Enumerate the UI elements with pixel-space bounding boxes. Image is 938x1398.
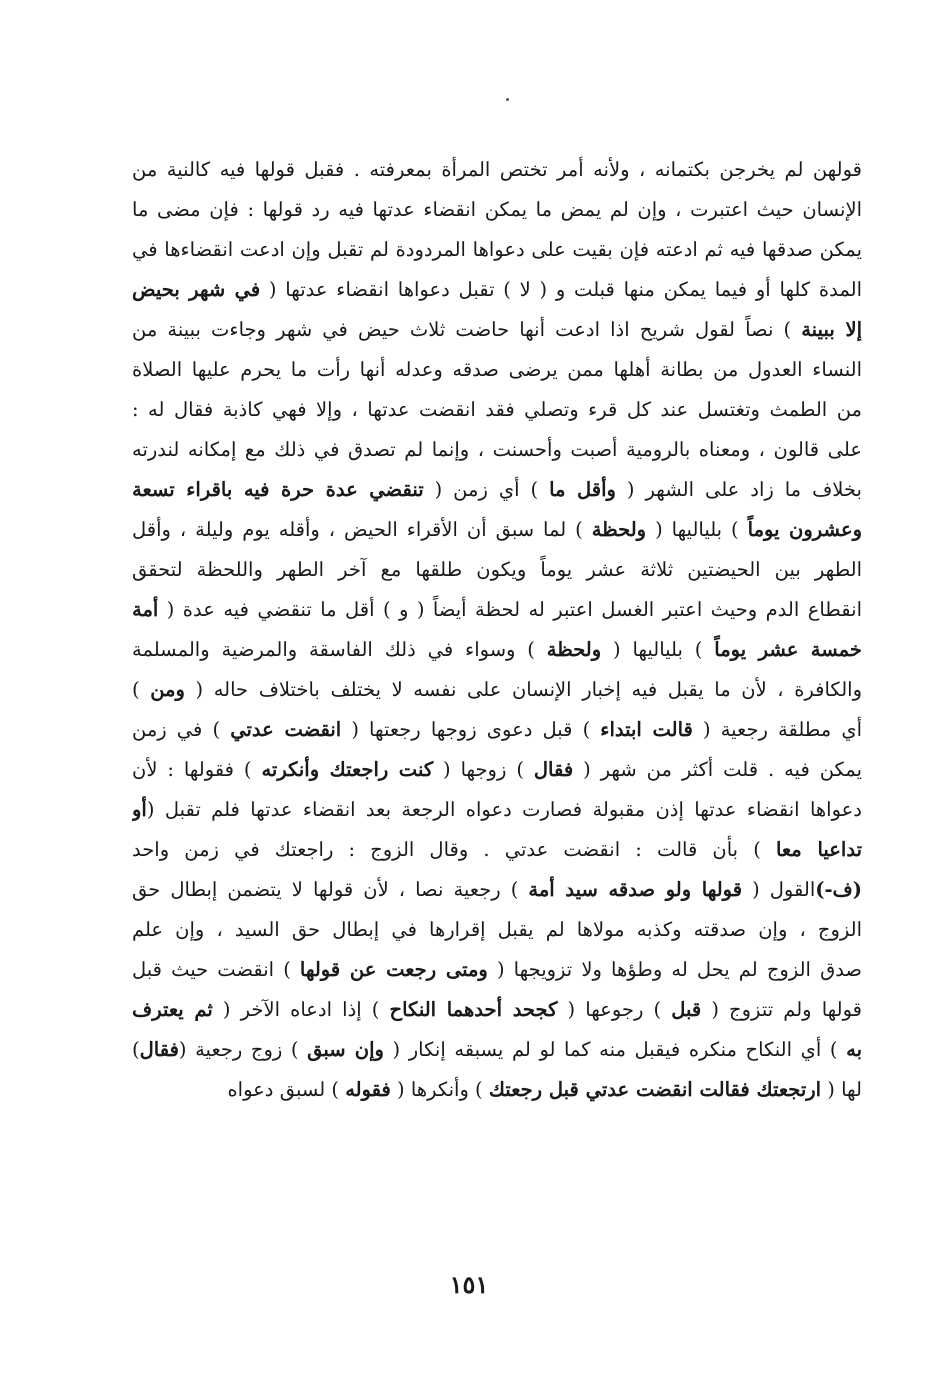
bold-segment: في شهر بحيض <box>132 278 261 301</box>
bold-segment: وأقل ما <box>549 478 616 501</box>
text-segment: ) وأنكرها ( <box>390 1078 489 1101</box>
text-line <box>132 790 862 830</box>
text-line <box>132 470 862 510</box>
text-segment: ) رجوعها ( <box>557 998 672 1021</box>
bold-segment: فقال <box>533 758 574 781</box>
bold-segment: وعشرون يوماً <box>747 518 862 541</box>
bold-segment: ولحظة <box>546 638 602 661</box>
text-segment: قولها ولم تتزوج ( <box>701 998 862 1021</box>
text-segment: قولهن لم يخرجن بكتمانه ، ولأنه أمر تختص المرأة بمعرفته . فقبل قولها فيه كالنية من <box>132 158 862 181</box>
text-line <box>132 950 862 990</box>
bold-segment: ولحظة <box>591 518 647 541</box>
text-segment: ) إذا ادعاه الآخر ( <box>212 998 390 1021</box>
text-line <box>132 430 862 470</box>
bold-segment: انقضت عدتي <box>230 718 342 741</box>
text-segment: على قالون ، ومعناه بالرومية أصبت وأحسنت ، وإنما لم تصدق في ذلك مع إمكانه لندرته <box>132 438 862 461</box>
text-segment: ) بأن قالت : انقضت عدتي . وقال الزوج : راجعتك في زمن واحد <box>132 838 776 861</box>
bold-segment: ارتجعتك فقالت انقضت عدتي قبل رجعتك <box>488 1078 822 1101</box>
text-segment: ) نصاً لقول شريح اذا ادعت أنها حاضت ثلاث حيض في شهر وجاءت ببينة من <box>132 318 802 341</box>
text-line <box>132 550 862 590</box>
text-line <box>132 310 862 350</box>
text-line <box>132 190 862 230</box>
text-line <box>132 590 862 630</box>
text-segment: يمكن فيه . قلت أكثر من شهر ( <box>573 758 862 781</box>
text-segment: بخلاف ما زاد على الشهر ( <box>615 478 862 501</box>
text-segment: النساء العدول من بطانة أهلها ممن يرضى صدقه وعدله أنها رأت ما يحرم عليها الصلاة <box>132 358 862 381</box>
text-segment: لها ( <box>821 1078 862 1101</box>
text-segment: ) قبل دعوى زوجها رجعتها ( <box>341 718 601 741</box>
text-segment: ) زوجها ( <box>433 758 534 781</box>
bold-segment: قالت ابتداء <box>600 718 693 741</box>
text-line <box>132 1070 862 1110</box>
bold-segment: قولها ولو صدقه سيد أمة <box>528 878 743 901</box>
text-segment: دعواها انقضاء عدتها إذن مقبولة فصارت دعواه الرجعة بعد انقضاء عدتها فلم تقبل ( <box>146 798 862 821</box>
text-line <box>132 750 862 790</box>
text-line <box>132 830 862 870</box>
text-line <box>132 350 862 390</box>
bold-segment: به <box>846 1038 862 1061</box>
text-segment: ) بلياليها ( <box>601 638 715 661</box>
text-segment: ) وسواء في ذلك الفاسقة والمرضية والمسلمة <box>132 638 547 661</box>
text-segment: المدة كلها أو فيما يمكن منها قبلت و ( لا ) تقبل دعواها انقضاء عدتها ( <box>260 278 862 301</box>
text-line <box>132 150 862 190</box>
text-line <box>132 630 862 670</box>
text-line <box>132 710 862 750</box>
text-segment: والكافرة ، لأن ما يقبل فيه إخبار الإنسان على نفسه لا يختلف باختلاف حاله ( <box>184 678 862 701</box>
text-segment: انقطاع الدم وحيث اعتبر الغسل اعتبر له لحظة أيضاً ( و ) أقل ما تنقضي فيه عدة ( <box>158 598 862 621</box>
bold-segment: تنقضي عدة حرة فيه باقراء تسعة <box>132 478 424 501</box>
text-segment: صدق الزوج لم يحل له وطؤها ولا تزويجها ( <box>487 958 862 981</box>
bold-segment: إلا ببينة <box>801 318 862 341</box>
text-segment: ) بلياليها ( <box>646 518 748 541</box>
text-line <box>132 390 862 430</box>
text-line <box>132 510 862 550</box>
text-segment: ) رجعية نصا ، لأن قولها لا يتضمن إبطال حق <box>132 878 529 901</box>
text-segment: ) أي زمن ( <box>423 478 550 501</box>
text-segment: ) زوج رجعية ( <box>178 1038 308 1061</box>
bold-segment: ومن <box>150 678 185 701</box>
bold-segment: فقوله <box>345 1078 391 1101</box>
text-segment: ) أي النكاح منكره فيقبل منه كما لو لم يسبقه إنكار ( <box>383 1038 847 1061</box>
text-segment: من الطمث وتغتسل عند كل قرء وتصلي فقد انقضت عدتها ، وإلا فهي كاذبة فقال له : <box>132 398 862 421</box>
text-segment: الطهر بين الحيضتين ثلاثة عشر يوماً ويكون طلقها مع آخر الطهر واللحظة لتحقق <box>132 558 862 581</box>
scan-speck <box>506 98 509 101</box>
bold-segment: قبل <box>671 998 702 1021</box>
bold-segment: وإن سبق <box>307 1038 384 1061</box>
page-number: ١٥١ <box>449 1270 489 1299</box>
text-line <box>132 910 862 950</box>
text-line <box>132 990 862 1030</box>
text-line <box>132 870 862 910</box>
text-segment: أي مطلقة رجعية ( <box>692 718 862 741</box>
bold-segment: (ف-) <box>815 878 862 901</box>
text-segment: يمكن صدقها فيه ثم ادعته فإن بقيت على دعواها المردودة لم تقبل وإن ادعت انقضاءها في <box>132 238 862 261</box>
body-text <box>132 150 862 1110</box>
text-segment: ) في زمن <box>132 718 231 741</box>
bold-segment: ومتى رجعت عن قولها <box>299 958 488 981</box>
text-line <box>132 270 862 310</box>
text-segment: ) <box>132 1038 140 1061</box>
text-segment: الإنسان حيث اعتبرت ، وإن لم يمض ما يمكن انقضاء عدتها فيه رد قولها : فإن مضى ما <box>132 198 862 221</box>
text-line <box>132 230 862 270</box>
bold-segment: كنت راجعتك وأنكرته <box>261 758 434 781</box>
text-segment: ) لما سبق أن الأقراء الحيض ، وأقله يوم وليلة ، وأقل <box>132 518 592 541</box>
text-segment: ) <box>132 678 151 701</box>
text-segment: ) لسبق دعواه <box>227 1078 346 1101</box>
text-segment: ) انقضت حيث قبل <box>132 958 300 981</box>
bold-segment: ثم يعترف <box>132 998 213 1021</box>
bold-segment: خمسة عشر يوماً <box>714 638 862 661</box>
bold-segment: أمة <box>132 598 159 621</box>
text-segment: القول ( <box>742 878 816 901</box>
bold-segment: أو <box>132 798 147 821</box>
bold-segment: كجحد أحدهما النكاح <box>389 998 558 1021</box>
text-segment: ) فقولها : لأن <box>132 758 262 781</box>
text-segment: الزوج ، وإن صدقته وكذبه مولاها لم يقبل إقرارها في إبطال حق السيد ، وإن علم <box>132 918 862 941</box>
text-line <box>132 670 862 710</box>
bold-segment: تداعيا معا <box>775 838 862 861</box>
bold-segment: فقال <box>139 1038 179 1061</box>
text-line <box>132 1030 862 1070</box>
